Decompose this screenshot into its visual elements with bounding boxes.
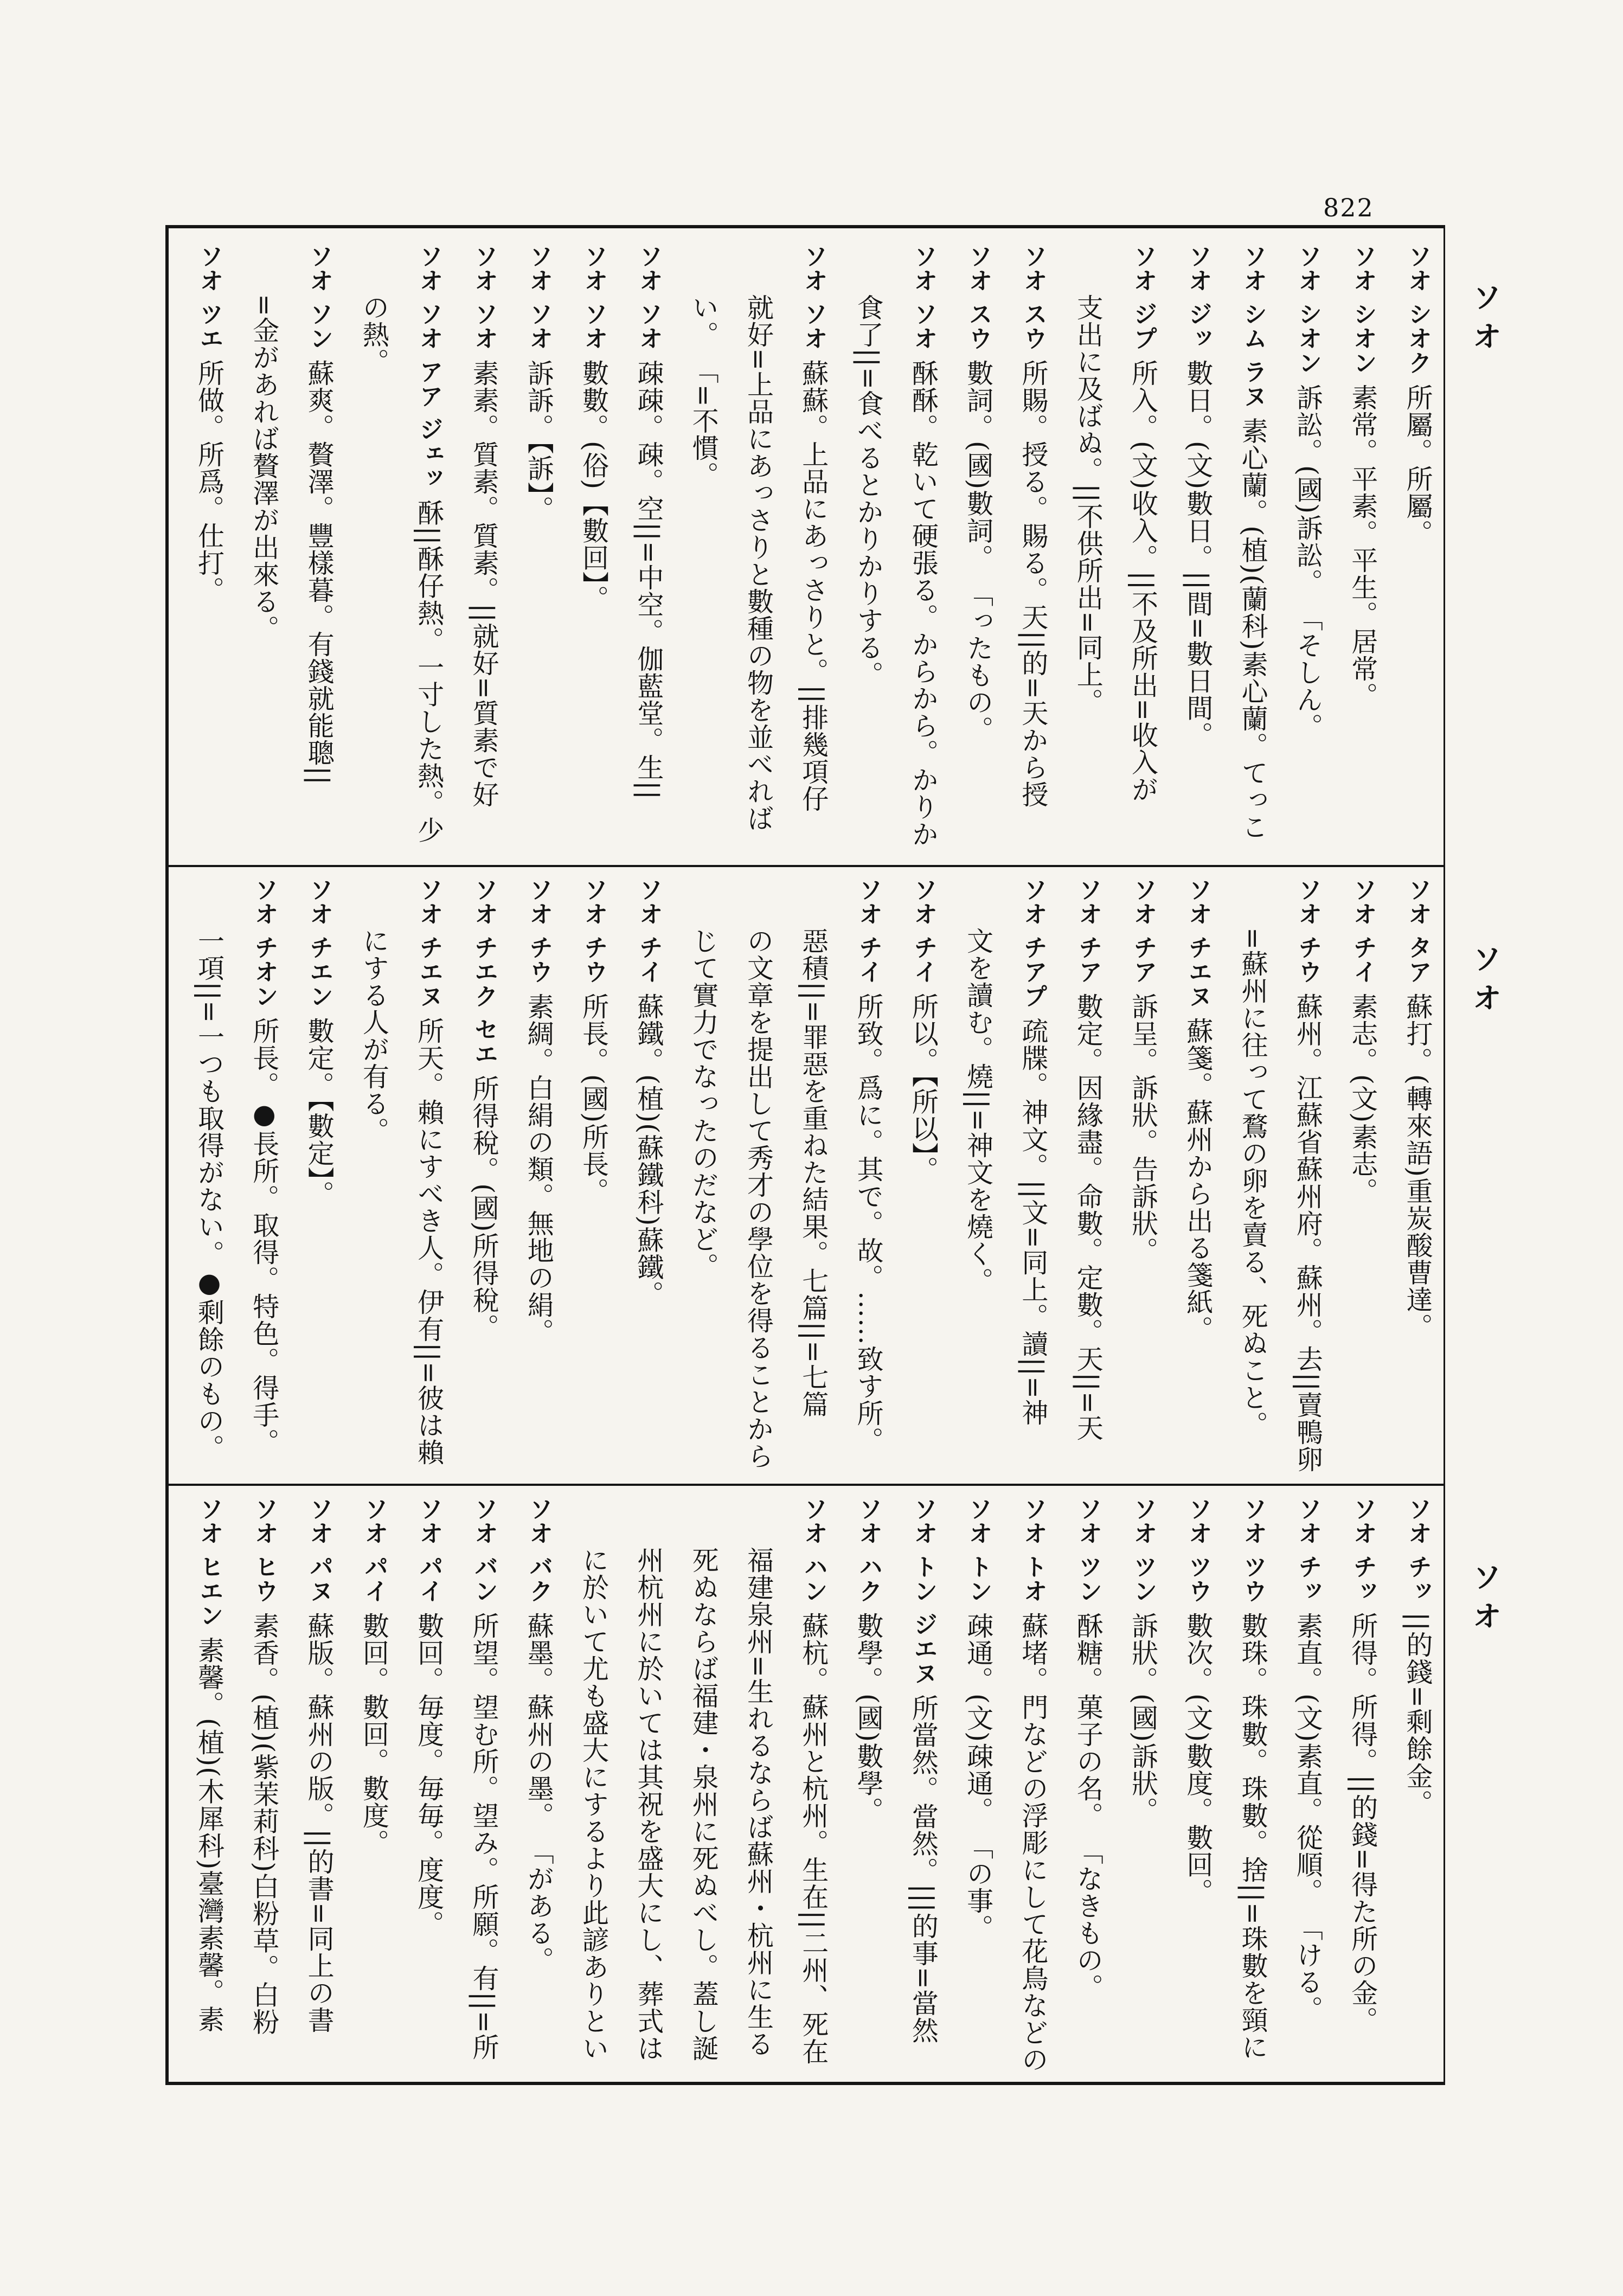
entry-definition: 所望。望む所。望み。所願。有||=所 [468,1612,499,2061]
entry-definition: 福建泉州=生れるならば蘇州・杭州に生る [743,1547,774,2058]
entry-reading: ソオ バン [470,1497,498,1604]
dictionary-entry [1003,1497,1058,2077]
dictionary-entry [1113,1497,1167,2077]
margin-head-char: オ [1468,321,1502,360]
dictionary-band-middle [179,877,1442,1477]
margin-head-char: ソ [1468,282,1502,321]
entry-definition: 數定。【數定】。 [304,1017,335,1208]
entry-reading: ソオ チエク セエ [470,877,498,1066]
entry-reading: ソオ スウ [1019,244,1047,351]
entry-spacer [1018,350,1049,360]
entry-reading: ソオ トン [964,1497,992,1604]
entry-spacer [1402,375,1433,384]
dictionary-entry [1058,244,1113,857]
dictionary-entry [1168,1497,1223,2077]
entry-reading: ソオ スウ [964,244,992,351]
entry-spacer [469,1066,499,1075]
entry-definition: 食了||=食べるとかりかりする。 [853,294,884,689]
entry-spacer [249,1603,280,1612]
entry-reading: ソオ ソオ [909,244,938,351]
entry-definition: 素綢。白絹の類。無地の絹。 [523,992,555,1345]
dictionary-entry [673,877,728,1477]
entry-definition: 數日。(文)數日。||間=數日間。 [1182,359,1214,749]
entry-spacer [853,984,884,993]
entry-reading: ソオ ツエ [195,244,223,351]
entry-reading: ソオ トオ [1019,1497,1047,1604]
entry-spacer [1348,984,1378,993]
dictionary-entry [1388,244,1442,857]
entry-definition: 酥||酥仔熱。一寸した熱。少 [413,499,445,844]
entry-reading: ソオ チエン [305,877,333,1009]
entry-definition: の熱。 [358,294,390,375]
entry-definition: 疏牒。神文。||文=同上。讀||=神 [1017,1017,1049,1427]
dictionary-entry [563,1497,618,2077]
entry-definition: 數數。(俗)【數回】。 [578,359,610,612]
entry-reading: ソオ パイ [415,1497,443,1604]
entry-definition: 素香。(植)(紫茉莉科)白粉草。白粉 [248,1612,280,2036]
entry-reading: ソオ チッ [1294,1497,1322,1604]
entry-spacer [1073,1603,1104,1612]
dictionary-entry [509,1497,563,2077]
dictionary-entry [454,1497,509,2077]
dictionary-entry [344,877,399,1477]
entry-reading: ソオ チエヌ [1184,877,1212,1009]
entry-definition: 蘇打。(轉來語)重炭酸曹達。 [1402,992,1433,1341]
entry-definition: にする人が有る。 [358,927,390,1144]
entry-definition: 蘇鐵。(植)(蘇鐵科)蘇鐵。 [633,992,664,1308]
dictionary-entry [783,1497,838,2077]
entry-definition: い。 「=不慣。 [688,294,720,489]
entry-spacer [469,1603,499,1612]
entry-definition: 蘇箋。蘇州から出る箋紙。 [1182,1017,1214,1343]
entry-definition: 所得稅。(國)所得稅。 [468,1075,499,1341]
entry-reading: ソオ チウ [580,877,608,984]
entry-spacer [579,984,610,993]
entry-reading: ソオ チウ [1294,877,1322,984]
entry-definition: 數學。(國)數學。 [853,1612,884,1824]
entry-definition: 素心蘭。(植)(蘭科)素心蘭。てっこ [1237,417,1269,841]
entry-definition: 數回。數回。數度。 [358,1612,390,1856]
entry-definition: の文章を提出して秀才の學位を得ることから [743,927,774,1470]
entry-definition: 酥酥。乾いて硬張る。からから。かりか [908,359,939,848]
dictionary-entry [289,244,344,857]
dictionary-entry [893,244,948,857]
dictionary-entry [948,1497,1003,2077]
entry-reading: ソオ ツウ [1239,1497,1267,1604]
entry-spacer [1402,984,1433,993]
entry-spacer [908,350,939,360]
entry-spacer [963,350,994,360]
entry-reading: ソオ ハク [855,1497,883,1604]
entry-definition: 數回。毎度。毎毎。度度。 [413,1612,445,1938]
dictionary-entry [509,877,563,1477]
margin-head-char: オ [1468,983,1502,1022]
entry-spacer [414,490,445,499]
entry-spacer [1237,408,1268,418]
entry-definition: 所當然。當然。|||的事=當然 [908,1694,939,2044]
entry-definition: 酥糖。菓子の名。 「なきもの。 [1073,1612,1104,2001]
dictionary-entry [1332,877,1387,1477]
entry-reading: ソオ ソオ アア ジェッ [415,244,443,490]
entry-definition: 蘇蘇。上品にあっさりと。||排幾項仔 [798,359,829,812]
entry-definition: 所得。所得。||的錢=得た所の金。 [1347,1612,1378,2034]
dictionary-entry [234,877,288,1477]
entry-spacer [633,984,664,993]
entry-spacer [1237,1603,1268,1612]
entry-spacer [1292,984,1323,993]
entry-spacer [1402,1603,1433,1612]
entry-reading: ソオ ソオ [525,244,553,351]
entry-spacer [798,350,829,360]
dictionary-entry [893,877,948,1477]
entry-definition: 一項||=一つも取得がない。●剩餘のもの。 [194,927,225,1462]
entry-definition: 素素。質素。質素。||就好=質素で好 [468,359,499,808]
dictionary-entry [399,1497,453,2077]
dictionary-entry [728,244,783,857]
dictionary-entry [1388,1497,1442,2077]
entry-definition: 訴訟。(國)訴訟。 「そしん。 [1292,383,1324,740]
dictionary-entry [728,1497,783,2077]
entry-definition: 素直。(文)素直。從順。 「ける。 [1292,1612,1324,2023]
dictionary-entry [893,1497,948,2077]
dictionary-entry [948,877,1003,1477]
entry-reading: ソオ ソン [305,244,333,351]
entry-definition: に於いて尤も盛大にするより此諺ありとい [578,1547,610,2062]
entry-definition: =蘇州に往って鶩の卵を賣る、死ぬこと。 [1237,927,1269,1439]
entry-reading: ソオ シオン [1349,244,1377,375]
entry-definition: 死ぬならば福建・泉州に死ぬべし。蓋し誕 [688,1547,720,2062]
entry-definition: 州杭州に於いては其祝を盛大にし、葬式は [633,1547,664,2062]
dictionary-entry [619,244,673,857]
band-divider [165,1484,1445,1486]
entry-reading: ソオ ヒエン [195,1497,223,1628]
dictionary-entry [234,244,288,857]
entry-definition: 素志。(文)素志。 [1347,992,1378,1205]
dictionary-entry [1388,877,1442,1477]
band-divider [165,865,1445,867]
entry-definition: じて實力でなったのだなど。 [688,927,720,1280]
entry-spacer [1183,350,1214,360]
dictionary-entry [838,244,893,857]
margin-head-char: オ [1468,1601,1502,1640]
dictionary-entry [948,244,1003,857]
entry-reading: ソオ チッ [1404,1497,1432,1604]
dictionary-entry [344,244,399,857]
entry-definition: 所致。爲に。其で。故。……致す所。 [853,992,884,1454]
dictionary-entry [1332,244,1387,857]
dictionary-entry [1168,877,1223,1477]
entry-definition: 疎疎。疎。空||=中空。伽藍堂。生|| [633,359,664,800]
entry-reading: ソオ ツン [1074,1497,1102,1604]
entry-definition: 所長。●長所。取得。特色。得手。 [248,1017,280,1455]
entry-reading: ソオ チウ [525,877,553,984]
entry-definition: 蘇墨。蘇州の墨。 「がある。 [523,1612,555,1974]
entry-definition: 所做。所爲。仕打。 [194,359,225,604]
entry-definition: ||的錢=剩餘金。 [1402,1612,1433,1817]
entry-reading: ソオ ジプ [1129,244,1157,351]
entry-spacer [469,350,499,360]
dictionary-entry [1223,244,1278,857]
dictionary-entry [673,1497,728,2077]
margin-head-char: ソ [1468,944,1502,983]
dictionary-band-bottom [179,1497,1442,2077]
entry-spacer [523,350,554,360]
entry-reading: ソオ チイ [909,877,938,984]
dictionary-entry [234,1497,288,2077]
dictionary-entry [1223,1497,1278,2077]
entry-reading: ソオ ソオ [470,244,498,351]
dictionary-entry [1278,877,1332,1477]
entry-definition: 所屬。所屬。 [1402,383,1433,547]
entry-definition: 惡積||=罪惡を重ねた結果。七篇||=七篇 [798,927,829,1418]
dictionary-entry [1113,244,1167,857]
entry-reading: ソオ チイ [634,877,663,984]
entry-reading: ソオ パヌ [305,1497,333,1604]
entry-reading: ソオ ソオ [799,244,827,351]
dictionary-entry [454,877,509,1477]
dictionary-entry [289,1497,344,2077]
entry-definition: 所賜。授る。賜る。天||的=天から授 [1017,359,1049,808]
entry-definition: 就好=上品にあっさりと數種の物を並べれば [743,294,774,832]
entry-reading: ソオ ツン [1129,1497,1157,1604]
entry-definition: 所長。(國)所長。 [578,992,610,1205]
entry-definition: 訴狀。(國)訴狀。 [1127,1612,1159,1824]
entry-reading: ソオ チイ [855,877,883,984]
entry-definition: 疎通。(文)疎通。 「の事。 [963,1612,994,1941]
entry-definition: 訴訴。【訴】。 [523,359,555,523]
entry-reading: ソオ タア [1404,877,1432,984]
entry-spacer [963,1603,994,1612]
entry-reading: ソオ チイ [1349,877,1377,984]
entry-definition: 數珠。珠數。珠數。捨||=珠數を頸に [1237,1612,1269,2061]
dictionary-entry [838,877,893,1477]
margin-head-band-2 [1464,944,1506,1022]
dictionary-entry [454,244,509,857]
entry-reading: ソオ チア [1129,877,1157,984]
dictionary-entry [838,1497,893,2077]
entry-spacer [1073,984,1104,993]
entry-definition: 素馨。(植)(木犀科)臺灣素馨。素 [194,1636,225,2033]
entry-spacer [1183,1603,1214,1612]
dictionary-entry [673,244,728,857]
dictionary-entry [1332,1497,1387,2077]
entry-spacer [1018,1008,1049,1017]
entry-definition: 所以。【所以】。 [908,992,939,1183]
entry-definition: 素常。平素。平生。居常。 [1347,383,1378,709]
entry-definition: 所入。(文)收入。||不及所出=收入が [1127,359,1159,803]
entry-spacer [249,1008,280,1017]
entry-reading: ソオ チア [1074,877,1102,984]
entry-spacer [798,1603,829,1612]
entry-spacer [1183,1008,1214,1017]
dictionary-entry [563,244,618,857]
dictionary-entry [1003,244,1058,857]
entry-spacer [853,1603,884,1612]
entry-spacer [304,1603,335,1612]
entry-reading: ソオ ジッ [1184,244,1212,351]
dictionary-entry [509,244,563,857]
dictionary-band-top [179,244,1442,857]
entry-definition: 數次。(文)數度。數回。 [1182,1612,1214,1906]
dictionary-entry [783,877,838,1477]
entry-reading: ソオ チアプ [1019,877,1047,1009]
dictionary-entry [1168,244,1223,857]
entry-reading: ソオ ソオ [634,244,663,351]
dictionary-entry [563,877,618,1477]
entry-spacer [1292,375,1323,384]
entry-definition: 蘇爽。贅澤。豐樣暮。有錢就能聰|| [304,359,335,785]
dictionary-entry [344,1497,399,2077]
entry-reading: ソオ シム ラヌ [1239,244,1267,408]
entry-reading: ソオ チオン [250,877,278,1009]
dictionary-entry [1058,877,1113,1477]
entry-definition: 支出に及ばぬ。||不供所出=同上。 [1073,294,1104,716]
dictionary-entry [1223,877,1278,1477]
entry-spacer [304,1008,335,1017]
entry-spacer [523,1603,554,1612]
entry-spacer [358,1603,389,1612]
entry-reading: ソオ パイ [360,1497,388,1604]
entry-reading: ソオ チエヌ [415,877,443,1009]
entry-definition: 數詞。(國)數詞。 「ったもの。 [963,359,994,743]
entry-definition: 訴呈。訴狀。告訴狀。 [1127,992,1159,1264]
dictionary-entry [783,244,838,857]
entry-definition: 蘇版。蘇州の版。||的書=同上の書 [304,1612,335,2034]
dictionary-entry [179,1497,234,2077]
dictionary-entry [179,877,234,1477]
page-number: 822 [1323,193,1374,222]
dictionary-entry [728,877,783,1477]
entry-spacer [523,984,554,993]
entry-spacer [1128,984,1159,993]
entry-definition: 蘇州。江蘇省蘇州府。蘇州。去||賣鴨卵 [1292,992,1324,1473]
entry-reading: ソオ シオク [1404,244,1432,375]
margin-head-band-3 [1464,1562,1506,1640]
dictionary-entry [289,877,344,1477]
entry-definition: 蘇堵。門などの浮彫にして花鳥などの [1017,1612,1049,2073]
entry-reading: ソオ トン ジエヌ [909,1497,938,1685]
margin-head-char: ソ [1468,1562,1502,1601]
dictionary-entry [1113,877,1167,1477]
dictionary-entry [1003,877,1058,1477]
entry-definition: 數定。因緣盡。命數。定數。天||=天 [1073,992,1104,1441]
dictionary-entry [399,244,453,857]
entry-spacer [579,350,610,360]
dictionary-entry [1058,1497,1113,2077]
entry-definition: 所天。賴にすべき人。伊有||=彼は賴 [413,1017,445,1466]
entry-reading: ソオ ヒウ [250,1497,278,1604]
entry-spacer [194,350,224,360]
entry-spacer [908,1685,939,1695]
dictionary-entry [619,877,673,1477]
dictionary-entry [1278,244,1332,857]
entry-reading: ソオ バク [525,1497,553,1604]
entry-spacer [414,1008,445,1017]
entry-reading: ソオ ハン [799,1497,827,1604]
dictionary-entry [1278,1497,1332,2077]
entry-spacer [414,1603,445,1612]
entry-spacer [1128,1603,1159,1612]
entry-spacer [1292,1603,1323,1612]
entry-spacer [1128,350,1159,360]
entry-spacer [1348,375,1378,384]
entry-spacer [304,350,335,360]
entry-definition: =金があれば贅澤が出來る。 [248,294,280,643]
dictionary-entry [179,244,234,857]
entry-reading: ソオ シオン [1294,244,1322,375]
entry-spacer [1018,1603,1049,1612]
entry-spacer [633,350,664,360]
entry-definition: 文を讀む。燒||=神文を燒く。 [963,927,994,1295]
entry-reading: ソオ ツウ [1184,1497,1212,1604]
entry-spacer [194,1627,224,1637]
entry-definition: 蘇杭。蘇州と杭州。生在||二州、死在 [798,1612,829,2065]
margin-head-band-1 [1464,282,1506,360]
entry-reading: ソオ チッ [1349,1497,1377,1604]
entry-reading: ソオ ソオ [580,244,608,351]
dictionary-entry [619,1497,673,2077]
entry-spacer [908,984,939,993]
entry-spacer [1348,1603,1378,1612]
dictionary-entry [399,877,453,1477]
